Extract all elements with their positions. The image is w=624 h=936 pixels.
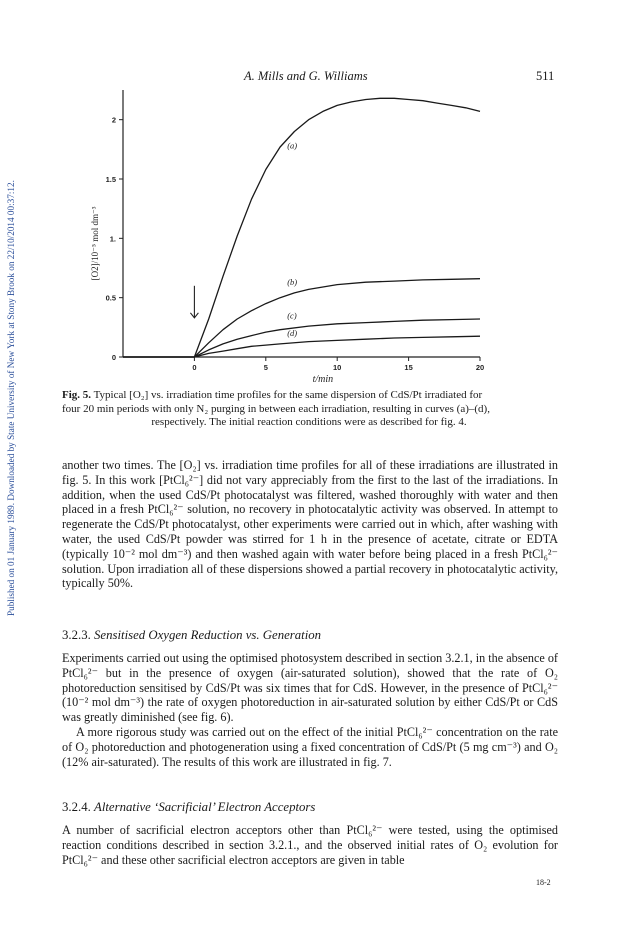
section-heading-3-2-4	[62, 800, 315, 815]
chart-series	[123, 98, 480, 357]
y-tick-label: 0.5	[105, 293, 116, 303]
section-title: Alternative ‘Sacrificial’ Electron Acceptors	[94, 800, 316, 814]
series-line-b	[123, 279, 480, 357]
body-paragraph-4	[62, 823, 558, 867]
body-paragraph-3	[62, 725, 558, 769]
caption-line-3: respectively. The initial reaction conditions were as described for fig. 4.	[151, 416, 467, 428]
paragraph-text: Experiments carried out using the optimised photosystem described in section 3.2.1, in the absence of PtCl₆²⁻ but in the presence of oxygen (air-saturated solution), showed that the rate of O₂ photoreduction sensitised by CdS/Pt was six times that for CdS. However, in the presence of PtCl₆²⁻ (10⁻² mol dm⁻³) the rate of oxygen photoreduction in air-saturated solution by either CdS/Pt or CdS was greatly diminished (see fig. 6).	[62, 651, 558, 725]
y-tick-label: 1.	[109, 234, 116, 244]
paragraph-text: A more rigorous study was carried out on the effect of the initial PtCl₆²⁻ concentration on the rate of O₂ photoreduction and photogeneration using a fixed concentration of CdS/Pt (5 mg cm⁻³) and O₂ (12% air-saturated). The results of this work are illustrated in fig. 7.	[62, 725, 558, 769]
paragraph-text: another two times. The [O₂] vs. irradiation time profiles for all of these irradiations are illustrated in fig. 5. In this work [PtCl₆²⁻] did not vary appreciably from the first to the last of the irradiations. In addition, when the used CdS/Pt photocatalyst was filtered, washed thoroughly with water and then placed in a fresh PtCl₆²⁻ solution, no recovery in photocatalytic activity was observed. In attempt to regenerate the CdS/Pt photocatalyst, other experiments were carried out in which, after washing with water, the used CdS/Pt powder was stirred for 1 h in the presence of acetate, citrate or EDTA (typically 10⁻² mol dm⁻³) and then washed again with water before being placed in a fresh PtCl₆²⁻ solution. Upon irradiation all of these dispersions showed a partial recovery in photocatalytic activity, typically 50%.	[62, 458, 558, 591]
y-tick-label: 2	[111, 115, 116, 125]
series-label: (b)	[287, 277, 298, 288]
caption-line-1: Typical [O₂] vs. irradiation time profiles for the same dispersion of CdS/Pt irradiated for	[93, 389, 483, 401]
section-title: Sensitised Oxygen Reduction vs. Generation	[94, 628, 322, 642]
y-tick-label: 0	[111, 353, 116, 362]
body-paragraph-2	[62, 651, 558, 725]
series-line-c	[123, 319, 480, 357]
x-tick-label: 15	[404, 363, 413, 372]
x-tick-label: 20	[475, 363, 485, 372]
x-tick-label: 5	[263, 363, 268, 372]
body-paragraph-1	[62, 458, 558, 591]
y-axis-label: [O2]/10⁻⁵ mol dm⁻³	[90, 206, 100, 281]
figure-caption	[62, 389, 556, 430]
series-label: (a)	[287, 140, 298, 151]
series-line-d	[123, 336, 480, 357]
section-number: 3.2.3.	[62, 628, 91, 642]
series-line-a	[123, 98, 480, 357]
x-tick-label: 10	[333, 363, 342, 372]
section-heading-3-2-3	[62, 628, 321, 643]
figure-5-chart	[0, 0, 624, 390]
download-watermark-text: Published on 01 January 1989. Downloaded by State University of New York at Stony Brook on 22/10/2014 00:37:12.	[6, 180, 16, 616]
paragraph-text: A number of sacrificial electron acceptors other than PtCl₆²⁻ were tested, using the optimised reaction conditions described in section 3.2.1., and the observed initial rates of O₂ evolution for PtCl₆²⁻ and these other sacrificial electron acceptors are given in table	[62, 823, 558, 867]
series-label: (c)	[287, 310, 297, 321]
chart-axes	[123, 90, 480, 357]
y-tick-label: 1.5	[105, 175, 116, 184]
footer-code: 18-2	[536, 878, 551, 887]
section-number: 3.2.4.	[62, 800, 91, 814]
running-head-authors: A. Mills and G. Williams	[244, 69, 368, 83]
page-number: 511	[536, 69, 555, 83]
x-axis-label: t/min	[312, 374, 334, 385]
x-tick-label: 0	[192, 363, 197, 372]
caption-line-2: four 20 min periods with only N₂ purging in between each irradiation, resulting in curves (a)–(d),	[62, 402, 490, 415]
figure-label: Fig. 5.	[62, 389, 92, 401]
series-label: (d)	[287, 328, 298, 339]
